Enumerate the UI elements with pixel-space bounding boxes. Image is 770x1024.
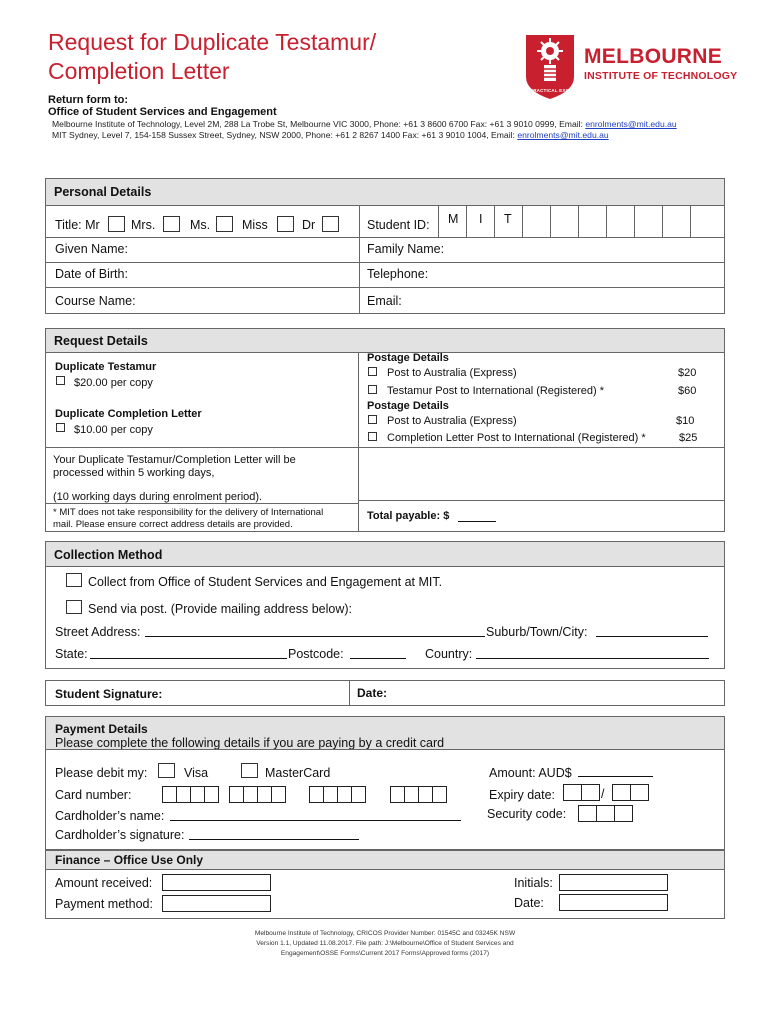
student-id-prefix-t: T (504, 212, 512, 226)
title-mrs-checkbox[interactable] (163, 216, 180, 232)
finance-date-input[interactable] (559, 894, 668, 911)
duplicate-testamur-title: Duplicate Testamur (55, 361, 157, 373)
postage-testamur-au-price: $20 (678, 367, 697, 379)
security-code-input[interactable] (578, 805, 634, 822)
course-name-label: Course Name: (55, 294, 136, 308)
telephone-label: Telephone: (367, 267, 429, 281)
postage-letter-au-checkbox[interactable] (368, 415, 377, 424)
card-number-label: Card number: (55, 788, 132, 802)
signature-date-label: Date: (357, 686, 388, 700)
footer-line3: Engagement\OSSE Forms\Current 2017 Forms\Approved forms (2017) (280, 950, 490, 957)
title-dr-checkbox[interactable] (322, 216, 339, 232)
payment-method-label: Payment method: (55, 897, 153, 911)
collection-method-heading: Collection Method (54, 548, 163, 562)
footer-line2: Version 1.1, Updated 11.08.2017. File path: J:\Melbourne\Office of Student Services and (256, 940, 514, 947)
payment-method-input[interactable] (162, 895, 271, 912)
amount-received-label: Amount received: (55, 876, 153, 890)
amount-aud-input[interactable] (578, 764, 653, 777)
student-signature-input[interactable] (170, 681, 348, 705)
duplicate-letter-price: $10.00 per copy (74, 424, 153, 436)
state-label: State: (55, 647, 88, 661)
postage-heading-letter: Postage Details (367, 400, 449, 412)
postage-letter-au-label: Post to Australia (Express) (387, 415, 517, 427)
logo-line2: INSTITUTE OF TECHNOLOGY (584, 70, 738, 82)
family-name-label: Family Name: (367, 242, 445, 256)
title-mr-checkbox[interactable] (108, 216, 125, 232)
logo-line1: MELBOURNE (584, 45, 723, 68)
postage-letter-intl-label: Completion Letter Post to International (Registered) * (387, 432, 646, 444)
expiry-separator: / (601, 787, 605, 801)
mastercard-checkbox[interactable] (241, 763, 258, 778)
address-sydney-text: MIT Sydney, Level 7, 154-158 Sussex Street, Sydney, NSW 2000, Phone: +61 2 8267 1400 Fax: +61 3 9010 1004, Email: (52, 130, 518, 140)
mastercard-label: MasterCard (265, 766, 331, 780)
card-number-input[interactable] (162, 786, 464, 803)
total-payable-input[interactable] (458, 509, 496, 522)
payment-details-heading: Payment Details (55, 722, 148, 736)
title-label: Title: Mr (55, 218, 100, 232)
finance-date-label: Date: (514, 896, 544, 910)
postage-testamur-intl-checkbox[interactable] (368, 385, 377, 394)
amount-aud-label: Amount: AUD$ (489, 766, 572, 780)
title-ms-checkbox[interactable] (216, 216, 233, 232)
country-input[interactable] (476, 646, 709, 659)
duplicate-letter-checkbox[interactable] (56, 423, 65, 432)
security-code-label: Security code: (487, 807, 567, 821)
signature-date-input[interactable] (395, 681, 724, 705)
postage-letter-intl-price: $25 (679, 432, 698, 444)
street-address-label: Street Address: (55, 625, 141, 639)
collect-from-office-label: Collect from Office of Student Services and Engagement at MIT. (88, 575, 443, 589)
given-name-label: Given Name: (55, 242, 128, 256)
student-id-prefix-m: M (448, 212, 459, 226)
expiry-year-input[interactable] (612, 784, 649, 801)
address-sydney (52, 130, 609, 140)
form-title-line1: Request for Duplicate Testamur/ (48, 29, 377, 55)
send-via-post-checkbox[interactable] (66, 600, 82, 614)
duplicate-testamur-checkbox[interactable] (56, 376, 65, 385)
initials-label: Initials: (514, 876, 553, 890)
return-label: Return form to: (48, 94, 129, 106)
cardholder-name-input[interactable] (170, 808, 461, 821)
postage-letter-intl-checkbox[interactable] (368, 432, 377, 441)
footer-line1: Melbourne Institute of Technology, CRICOS Provider Number: 01545C and 03245K NSW (254, 930, 516, 937)
international-note-line1: * MIT does not take responsibility for the delivery of International (53, 507, 324, 518)
title-mrs-label: Mrs. (131, 218, 156, 232)
postage-letter-au-price: $10 (676, 415, 695, 427)
collect-from-office-checkbox[interactable] (66, 573, 82, 587)
personal-details-heading: Personal Details (54, 185, 152, 199)
processing-line1: Your Duplicate Testamur/Completion Letter will be (53, 454, 296, 466)
student-signature-label: Student Signature: (55, 687, 163, 701)
address-melbourne-text: Melbourne Institute of Technology, Level 2M, 288 La Trobe St, Melbourne VIC 3000, Phone: +61 3 8600 6700 Fax: +61 3 9010 0999, Email: (52, 119, 586, 129)
postage-testamur-au-checkbox[interactable] (368, 367, 377, 376)
suburb-input[interactable] (596, 624, 708, 637)
country-label: Country: (425, 647, 473, 661)
address-melbourne (52, 119, 677, 129)
postage-testamur-intl-price: $60 (678, 385, 697, 397)
payment-details-subheading: Please complete the following details if you are paying by a credit card (55, 736, 445, 750)
title-miss-label: Miss (242, 218, 268, 232)
postage-heading-testamur: Postage Details (367, 352, 449, 364)
email-link-melbourne[interactable]: enrolments@mit.edu.au (585, 119, 677, 129)
logo-motto: PRACTICAL EXCELLENCE (530, 88, 592, 93)
postage-testamur-au-label: Post to Australia (Express) (387, 367, 517, 379)
student-id-label: Student ID: (367, 218, 430, 232)
visa-label: Visa (184, 766, 209, 780)
expiry-month-input[interactable] (563, 784, 599, 801)
postcode-label: Postcode: (288, 647, 344, 661)
expiry-date-label: Expiry date: (489, 788, 556, 802)
dob-label: Date of Birth: (55, 267, 128, 281)
visa-checkbox[interactable] (158, 763, 175, 778)
street-address-input[interactable] (145, 624, 485, 637)
return-office: Office of Student Services and Engagement (48, 106, 277, 118)
international-note-line2: mail. Please ensure correct address details are provided. (53, 519, 293, 530)
send-via-post-label: Send via post. (Provide mailing address below): (88, 602, 353, 616)
title-ms-label: Ms. (190, 218, 211, 232)
cardholder-name-label: Cardholder’s name: (55, 809, 165, 823)
amount-received-input[interactable] (162, 874, 271, 891)
form-title (48, 28, 376, 86)
title-miss-checkbox[interactable] (277, 216, 294, 232)
student-id-input[interactable] (522, 206, 724, 236)
total-payable-label: Total payable: $ (367, 510, 450, 522)
form-title-line2: Completion Letter (48, 58, 230, 84)
postage-testamur-intl-label: Testamur Post to International (Registered) * (387, 385, 605, 397)
request-details-heading: Request Details (54, 334, 148, 348)
student-id-prefix-i: I (479, 212, 483, 226)
state-input[interactable] (90, 646, 287, 659)
postcode-input[interactable] (350, 646, 406, 659)
email-link-sydney[interactable]: enrolments@mit.edu.au (517, 130, 609, 140)
suburb-label: Suburb/Town/City: (486, 625, 588, 639)
processing-line2: processed within 5 working days, (53, 467, 215, 479)
initials-input[interactable] (559, 874, 668, 891)
title-dr-label: Dr (302, 218, 316, 232)
duplicate-letter-title: Duplicate Completion Letter (55, 408, 202, 420)
cardholder-signature-label: Cardholder’s signature: (55, 828, 185, 842)
email-label: Email: (367, 294, 402, 308)
processing-line3: (10 working days during enrolment period). (53, 491, 263, 503)
debit-label: Please debit my: (55, 766, 148, 780)
duplicate-testamur-price: $20.00 per copy (74, 377, 153, 389)
cardholder-signature-input[interactable] (189, 827, 359, 840)
finance-heading: Finance – Office Use Only (55, 853, 204, 867)
